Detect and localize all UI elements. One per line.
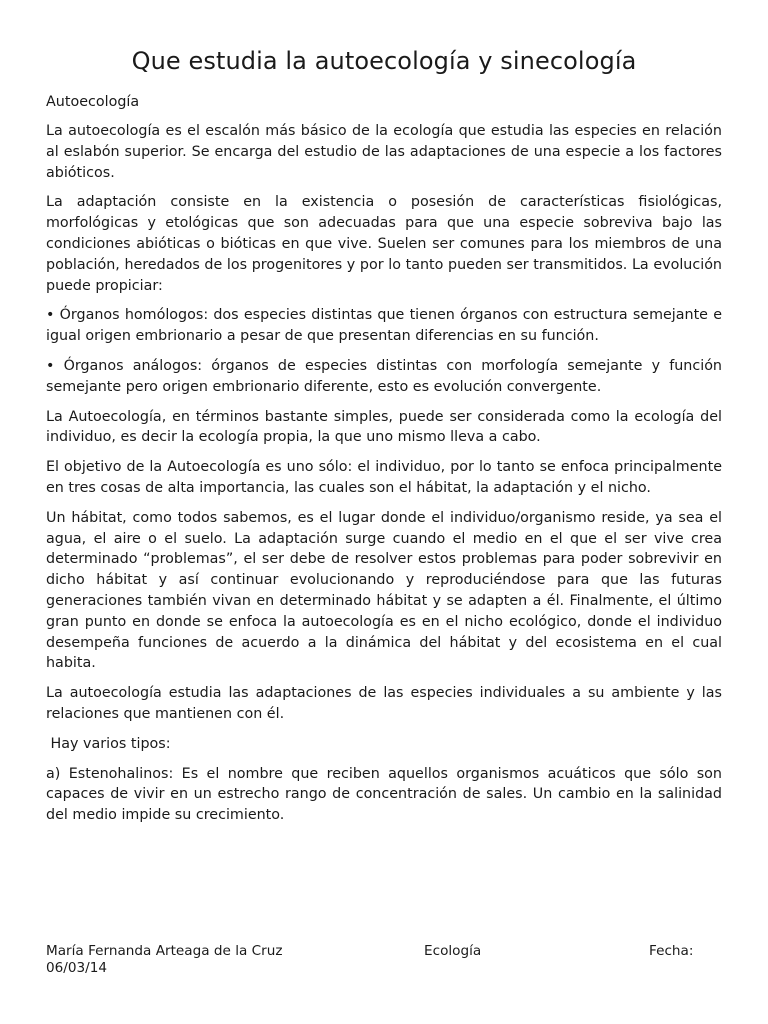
paragraph-adaptation: La adaptación consiste en la existencia o posesión de características fisiológicas, morfológicas y etológicas que son adecuadas para que una especie sobreviva bajo las condiciones abióticas o bióticas en que vive. Suelen ser comunes para los miembros de una población, heredados de los progenitores y por lo tanto pueden ser transmitidos. La evolución puede propiciar:: [46, 194, 722, 294]
bullet-analogous-organs: • Órganos análogos: órganos de especies distintas con morfología semejante y función semejante pero origen embrionario diferente, esto es evolución convergente.: [46, 357, 722, 395]
footer-row: [46, 943, 722, 960]
section-heading: Autoecología: [46, 94, 140, 110]
paragraph-objective: El objetivo de la Autoecología es uno sólo: el individuo, por lo tanto se enfoca principalmente en tres cosas de alta importancia, las cuales son el hábitat, la adaptación y el nicho.: [46, 459, 722, 496]
footer-subject: Ecología: [424, 943, 482, 959]
page-footer: [46, 943, 722, 977]
page-title: Que estudia la autoecología y sinecología: [131, 47, 637, 75]
paragraph-individual-ecology: La Autoecología, en términos bastante simples, puede ser considerada como la ecología del individuo, es decir la ecología propia, la que uno mismo lleva a cabo.: [46, 408, 722, 446]
paragraph-stenohaline: a) Estenohalinos: Es el nombre que reciben aquellos organismos acuáticos que sólo son capaces de vivir en un estrecho rango de concentración de sales. Un cambio en la salinidad del medio impide su crecimiento.: [46, 765, 722, 824]
paragraph-types-intro: Hay varios tipos:: [46, 735, 171, 752]
bullet-homologous-organs: • Órganos homólogos: dos especies distintas que tienen órganos con estructura semejante e igual origen embrionario a pesar de que presentan diferencias en su función.: [46, 307, 722, 345]
footer-date: 06/03/14: [46, 960, 108, 976]
paragraph-intro: La autoecología es el escalón más básico de la ecología que estudia las especies en relación al eslabón superior. Se encarga del estudio de las adaptaciones de una especie a los factores abióticos.: [46, 123, 722, 181]
paragraph-adaptations-study: La autoecología estudia las adaptaciones de las especies individuales a su ambiente y las relaciones que mantienen con él.: [46, 685, 722, 722]
paragraph-habitat: Un hábitat, como todos sabemos, es el lugar donde el individuo/organismo reside, ya sea el agua, el aire o el suelo. La adaptación surge cuando el medio en el que el ser vive crea determinado “problemas”, el ser debe de resolver estos problemas para poder sobrevivir en dicho hábitat y así continuar evolucionando y reproduciéndose para que las futuras generaciones también vivan en determinado hábitat y se adapten a él. Finalmente, el último gran punto en donde se enfoca la autoecología es en el nicho ecológico, donde el individuo desempeña funciones de acuerdo a la dinámica del hábitat y del ecosistema en el cual habita.: [46, 509, 722, 672]
footer-date-label: Fecha:: [649, 943, 694, 959]
footer-author: María Fernanda Arteaga de la Cruz: [46, 943, 283, 959]
